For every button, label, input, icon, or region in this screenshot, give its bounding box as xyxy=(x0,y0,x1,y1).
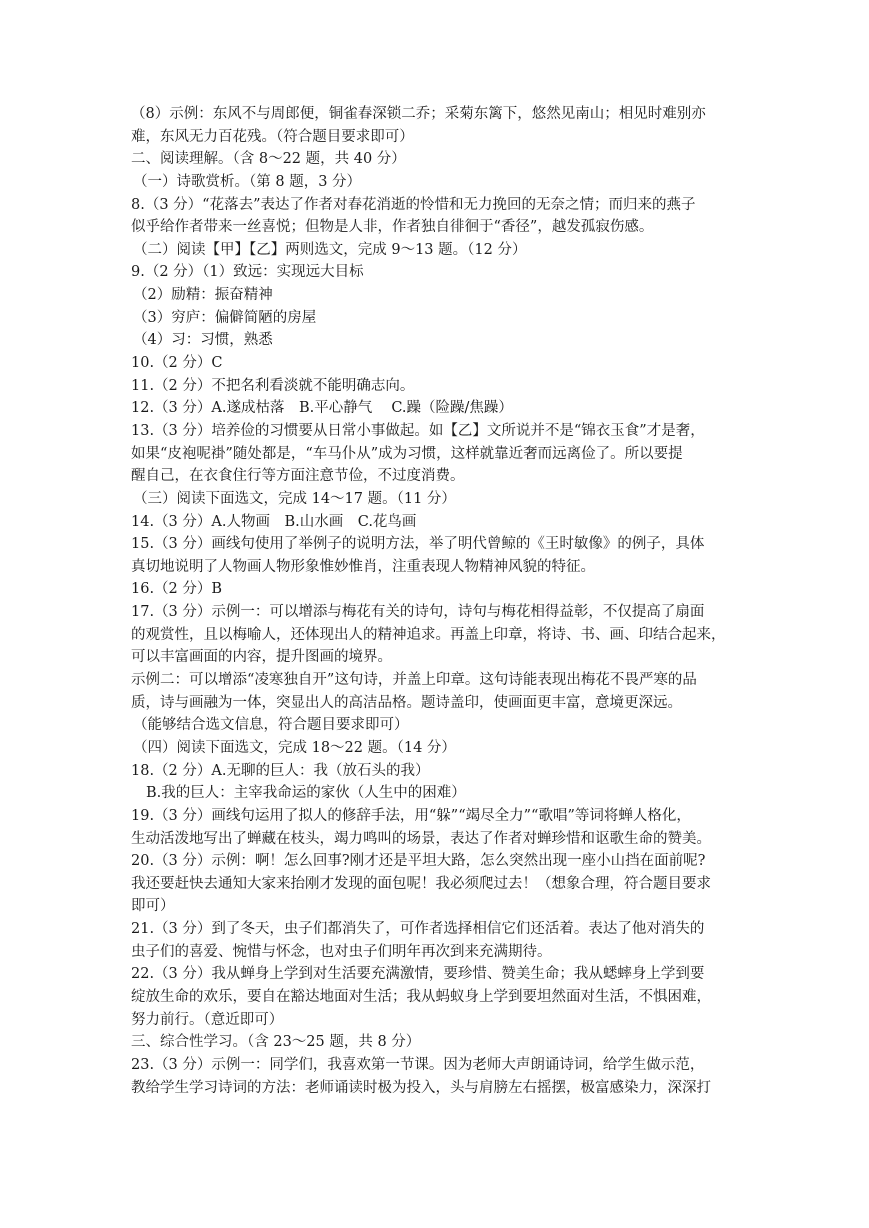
text-line: 二、阅读理解。（含 8～22 题，共 40 分） xyxy=(131,151,406,168)
text-line: 22.（3 分）我从蝉身上学到对生活要充满激情，要珍惜、赞美生命；我从蟋蟀身上学到要 xyxy=(131,966,705,983)
text-line: 9.（2 分）（1）致远：实现远大目标 xyxy=(131,264,364,281)
text-line: 的观赏性，且以梅喻人，还体现出人的精神追求。再盖上印章，将诗、书、画、印结合起来， xyxy=(131,626,726,643)
answer-text-body xyxy=(131,103,741,1099)
text-line: 教给学生学习诗词的方法：老师诵读时极为投入，头与肩膀左右摇摆，极富感染力，深深打 xyxy=(131,1079,711,1096)
text-line: （4）习：习惯，熟悉 xyxy=(133,332,273,349)
text-line: 如果“皮袍呢褂”随处都是，“车马仆从”成为习惯，这样就靠近奢而远离俭了。所以要提 xyxy=(131,445,683,462)
text-line: 8.（3 分）“花落去”表达了作者对春花消逝的怜惜和无力挽回的无奈之情；而归来的燕子 xyxy=(131,196,696,213)
text-line: 14.（3 分）A.人物画 B.山水画 C.花鸟画 xyxy=(131,513,417,530)
text-line: 11.（2 分）不把名利看淡就不能明确志向。 xyxy=(131,377,415,394)
text-line: （能够结合选文信息，符合题目要求即可） xyxy=(133,717,409,734)
text-line: 难，东风无力百花残。（符合题目要求即可） xyxy=(131,128,414,145)
text-line: 三、综合性学习。（含 23～25 题，共 8 分） xyxy=(131,1034,421,1051)
text-line: 12.（3 分）A.遂成枯落 B.平心静气 C.躁（险躁/焦躁） xyxy=(131,400,513,417)
text-line: （2）励精：振奋精神 xyxy=(133,287,273,304)
text-line: 19.（3 分）画线句运用了拟人的修辞手法，用“躲”“竭尽全力”“歌唱”等词将蝉人格化， xyxy=(131,807,691,824)
text-line: 醒自己，在衣食住行等方面注意节俭，不过度消费。 xyxy=(131,468,465,485)
text-line: 生动活泼地写出了蝉藏在枝头，竭力鸣叫的场景，表达了作者对蝉珍惜和讴歌生命的赞美。 xyxy=(131,830,711,847)
text-line: 17.（3 分）示例一：可以增添与梅花有关的诗句，诗句与梅花相得益彰，不仅提高了扇面 xyxy=(131,604,705,621)
text-line: 似乎给作者带来一丝喜悦；但物是人非，作者独自徘徊于“香径”，越发孤寂伤感。 xyxy=(131,219,654,236)
text-line: 21.（3 分）到了冬天，虫子们都消失了，可作者选择相信它们还活着。表达了他对消失的 xyxy=(131,921,705,938)
text-line: B.我的巨人：主宰我命运的家伙（人生中的困难） xyxy=(146,785,466,802)
text-line: （3）穷庐：偏僻简陋的房屋 xyxy=(133,309,317,326)
text-line: 20.（3 分）示例：啊！怎么回事?刚才还是平坦大路，怎么突然出现一座小山挡在面前呢? xyxy=(131,853,706,870)
text-line: 我还要赶快去通知大家来抬刚才发现的面包呢！我必须爬过去！（想象合理，符合题目要求 xyxy=(131,875,711,892)
text-line: （四）阅读下面选文，完成 18～22 题。（14 分） xyxy=(133,739,456,756)
text-line: （三）阅读下面选文，完成 14～17 题。（11 分） xyxy=(133,490,456,507)
text-line: （二）阅读【甲】【乙】两则选文，完成 9～13 题。（12 分） xyxy=(133,241,527,258)
text-line: （8）示例：东风不与周郎便，铜雀春深锁二乔；采菊东篱下，悠然见南山；相见时难别亦 xyxy=(131,106,706,122)
text-line: 23.（3 分）示例一：同学们，我喜欢第一节课。因为老师大声朗诵诗词，给学生做示范， xyxy=(131,1056,705,1073)
text-line: 可以丰富画面的内容，提升图画的境界。 xyxy=(131,649,392,666)
text-line: 16.（2 分）B xyxy=(131,581,223,598)
text-line: 真切地说明了人物画人物形象惟妙惟肖，注重表现人物精神风貌的特征。 xyxy=(131,558,595,575)
text-line: 13.（3 分）培养俭的习惯要从日常小事做起。如【乙】文所说并不是“锦衣玉食”才是奢， xyxy=(131,422,705,439)
text-line: 即可） xyxy=(131,898,175,915)
text-line: 虫子们的喜爱、惋惜与怀念，也对虫子们明年再次到来充满期待。 xyxy=(131,943,552,960)
text-line: 示例二：可以增添“凌寒独自开”这句诗，并盖上印章。这句诗能表现出梅花不畏严寒的品 xyxy=(131,672,697,689)
text-line: 10.（2 分）C xyxy=(131,355,223,372)
text-line: 18.（2 分）A.无聊的巨人：我（放石头的我） xyxy=(131,762,430,779)
text-line: 15.（3 分）画线句使用了举例子的说明方法，举了明代曾鲸的《王时敏像》的例子，具体 xyxy=(131,536,705,553)
text-line: 绽放生命的欢乐，要自在豁达地面对生活；我从蚂蚁身上学到要坦然面对生活，不惧困难， xyxy=(131,988,711,1005)
text-line: 质，诗与画融为一体，突显出人的高洁品格。题诗盖印，使画面更丰富，意境更深远。 xyxy=(131,694,682,711)
text-line: （一）诗歌赏析。（第 8 题，3 分） xyxy=(133,173,362,190)
text-line: 努力前行。（意近即可） xyxy=(131,1011,284,1028)
